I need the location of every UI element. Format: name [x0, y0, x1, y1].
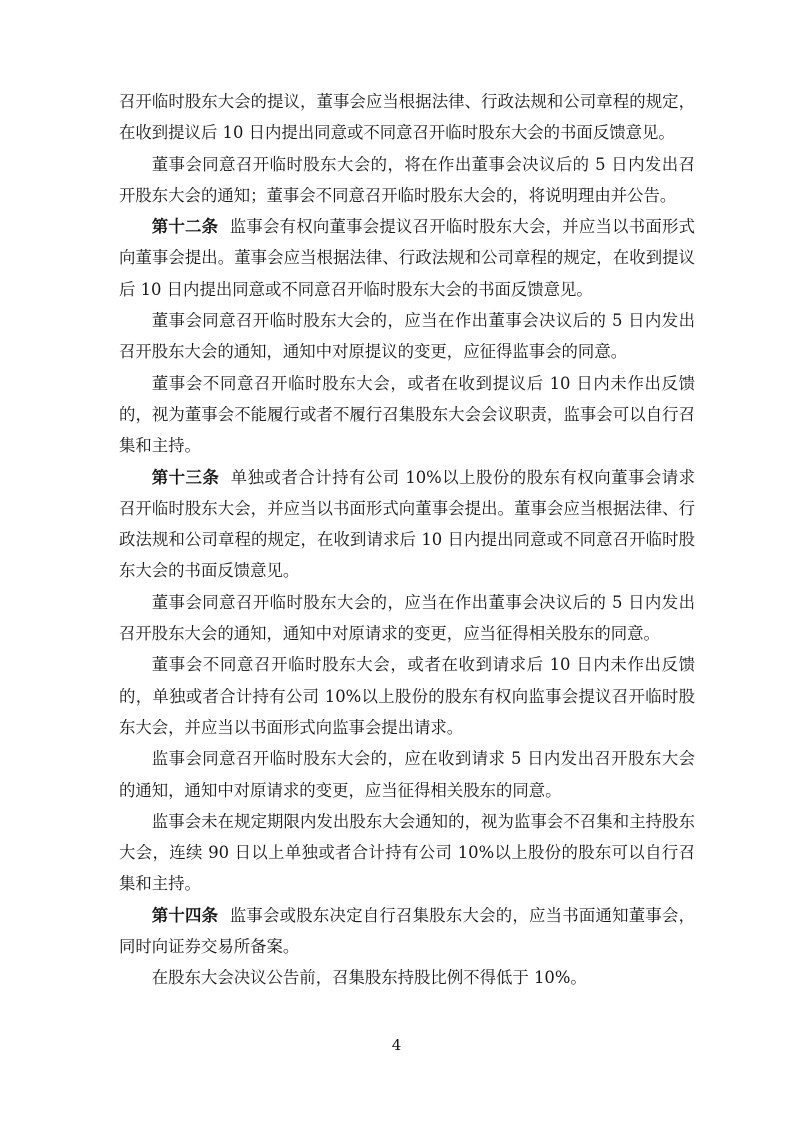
- article-number-13: 第十三条: [151, 467, 220, 487]
- document-body: [119, 86, 695, 994]
- paragraph: [119, 368, 695, 462]
- paragraph: [119, 149, 695, 212]
- page-footer: [0, 1036, 793, 1054]
- page-number: 4: [391, 1036, 402, 1054]
- paragraph-text: 董事会同意召开临时股东大会的，应当在作出董事会决议后的 5 日内发出召开股东大会的通知，通知中对原提议的变更，应征得监事会的同意。: [119, 311, 695, 362]
- paragraph-text: 董事会同意召开临时股东大会的，应当在作出董事会决议后的 5 日内发出召开股东大会的通知，通知中对原请求的变更，应当征得相关股东的同意。: [119, 592, 695, 644]
- article-paragraph: [119, 211, 695, 305]
- article-number-14: 第十四条: [151, 905, 219, 925]
- article-paragraph: [119, 900, 695, 963]
- paragraph: [119, 86, 695, 149]
- article-paragraph: [119, 462, 695, 587]
- paragraph-text: 董事会不同意召开临时股东大会，或者在收到提议后 10 日内未作出反馈的，视为董事会不能履行或者不履行召集股东大会会议职责，监事会可以自行召集和主持。: [119, 373, 695, 456]
- paragraph-text: 单独或者合计持有公司 10%以上股份的股东有权向董事会请求召开临时股东大会，并应当以书面形式向董事会提出。董事会应当根据法律、行政法规和公司章程的规定，在收到请求后 10 日内提出同意或不同意召开临时股东大会的书面反馈意见。: [119, 467, 695, 581]
- article-number-12: 第十二条: [151, 217, 219, 237]
- paragraph: [119, 587, 695, 650]
- paragraph: [119, 962, 695, 993]
- paragraph-text: 召开临时股东大会的提议，董事会应当根据法律、行政法规和公司章程的规定，在收到提议后 10 日内提出同意或不同意召开临时股东大会的书面反馈意见。: [119, 92, 695, 143]
- paragraph-text: 监事会或股东决定自行召集股东大会的，应当书面通知董事会，同时向证券交易所备案。: [119, 905, 696, 957]
- paragraph-text: 董事会不同意召开临时股东大会，或者在收到请求后 10 日内未作出反馈的，单独或者合计持有公司 10%以上股份的股东有权向监事会提议召开临时股东大会，并应当以书面形式向监事会提出请求。: [119, 655, 695, 737]
- paragraph-text: 监事会同意召开临时股东大会的，应在收到请求 5 日内发出召开股东大会的通知，通知中对原请求的变更，应当征得相关股东的同意。: [119, 749, 695, 800]
- paragraph-text: 在股东大会决议公告前，召集股东持股比例不得低于 10%。: [151, 968, 587, 988]
- paragraph: [119, 806, 695, 900]
- paragraph: [119, 649, 695, 743]
- paragraph-text: 董事会同意召开临时股东大会的，将在作出董事会决议后的 5 日内发出召开股东大会的通知；董事会不同意召开临时股东大会的，将说明理由并公告。: [119, 154, 695, 205]
- paragraph-text: 监事会有权向董事会提议召开临时股东大会，并应当以书面形式向董事会提出。董事会应当根据法律、行政法规和公司章程的规定，在收到提议后 10 日内提出同意或不同意召开临时股东大会的书面反馈意见。: [119, 217, 696, 299]
- paragraph-text: 监事会未在规定期限内发出股东大会通知的，视为监事会不召集和主持股东大会，连续 90 日以上单独或者合计持有公司 10%以上股份的股东可以自行召集和主持。: [119, 811, 695, 894]
- paragraph: [119, 743, 695, 806]
- paragraph: [119, 305, 695, 368]
